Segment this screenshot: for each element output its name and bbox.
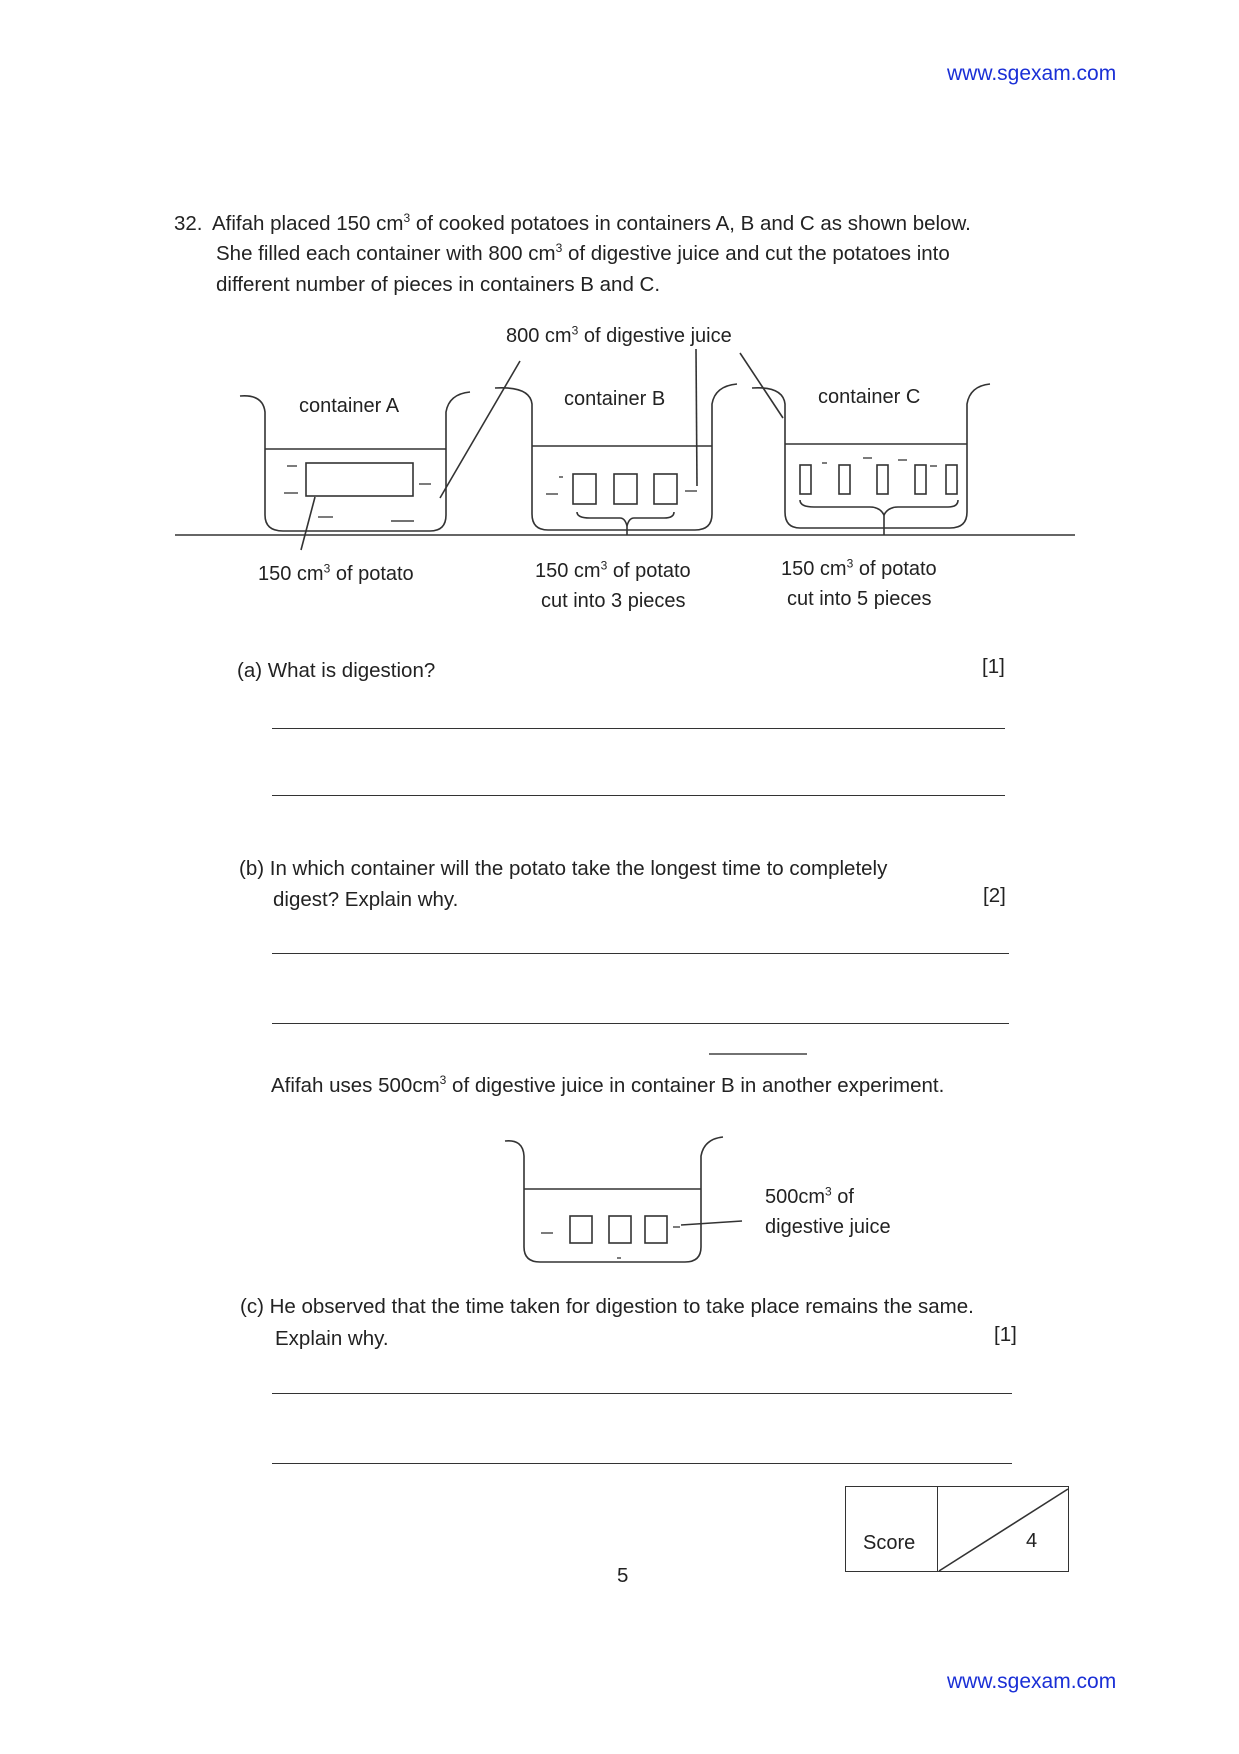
part-b-question-line1: (b) In which container will the potato take the longest time to completely — [239, 857, 888, 880]
container-c-label: container C — [818, 386, 921, 408]
part-a-answer-line-2[interactable] — [272, 795, 1005, 796]
potato-c-piece — [839, 465, 850, 494]
juice-label-500-line1: $500cm^3$ of — [765, 1184, 854, 1208]
potato-c-piece — [946, 465, 957, 494]
part-c-marks: [1] — [994, 1323, 1017, 1346]
experiment-2-intro: Afifah uses $500cm^3$ of digestive juice in container B in another experiment. — [271, 1073, 945, 1097]
header-site-url: www.sgexam.com — [947, 62, 1117, 85]
container-b-label: container B — [564, 388, 666, 410]
part-b-answer-line-1[interactable] — [272, 953, 1009, 954]
footer-site-url: www.sgexam.com — [947, 1670, 1117, 1693]
juice-label-800: 800 $cm^3$ of digestive juice — [506, 323, 732, 347]
potato-a-whole — [306, 463, 413, 496]
question-stem-line1: Afifah placed 150 $cm^3$ of cooked potatoes in containers A, B and C as shown below. — [212, 211, 971, 235]
score-box — [845, 1486, 1069, 1572]
page-number: 5 — [617, 1564, 629, 1587]
container-b2-outline — [505, 1137, 723, 1262]
potato-c-brace — [800, 500, 958, 515]
potato-a-leader — [301, 497, 315, 550]
potato-c-piece — [915, 465, 926, 494]
part-c-answer-line-2[interactable] — [272, 1463, 1012, 1464]
potato-b-label-line2: cut into 3 pieces — [541, 590, 686, 612]
part-a-question: (a) What is digestion? — [237, 659, 436, 682]
question-number: 32. — [174, 212, 203, 235]
score-label: Score — [863, 1532, 916, 1554]
potato-b-piece — [573, 474, 596, 504]
potato-b2-piece — [570, 1216, 592, 1243]
potato-b-piece — [614, 474, 637, 504]
potato-b-brace — [577, 512, 674, 526]
potato-c-label-line1: 150 $cm^3$ of potato — [781, 556, 937, 580]
juice-label-500-line2: digestive juice — [765, 1216, 891, 1238]
juice-leader-a — [440, 361, 520, 498]
potato-c-piece — [800, 465, 811, 494]
container-a-label: container A — [299, 395, 400, 417]
potato-b-label-line1: 150 $cm^3$ of potato — [535, 558, 691, 582]
part-b-answer-line-2[interactable] — [272, 1023, 1009, 1024]
potato-b2-piece — [609, 1216, 631, 1243]
potato-c-piece — [877, 465, 888, 494]
part-c-question-line1: (c) He observed that the time taken for digestion to take place remains the same. — [240, 1295, 974, 1318]
part-b-question-line2: digest? Explain why. — [273, 888, 459, 911]
score-total: 4 — [1026, 1530, 1038, 1552]
part-a-marks: [1] — [982, 655, 1005, 678]
potato-c-label-line2: cut into 5 pieces — [787, 588, 932, 610]
potato-b2-piece — [645, 1216, 667, 1243]
part-b-marks: [2] — [983, 884, 1006, 907]
part-c-question-line2: Explain why. — [275, 1327, 389, 1350]
part-c-answer-line-1[interactable] — [272, 1393, 1012, 1394]
question-stem-line3: different number of pieces in containers B and C. — [216, 273, 661, 296]
juice-leader-b — [696, 349, 697, 486]
potato-a-label: 150 $cm^3$ of potato — [258, 561, 414, 585]
part-a-answer-line-1[interactable] — [272, 728, 1005, 729]
juice-leader-500 — [681, 1221, 742, 1225]
juice-leader-c — [740, 353, 783, 418]
question-stem-line2: She filled each container with 800 $cm^3$ of digestive juice and cut the potatoes into — [216, 241, 950, 265]
potato-b-piece — [654, 474, 677, 504]
